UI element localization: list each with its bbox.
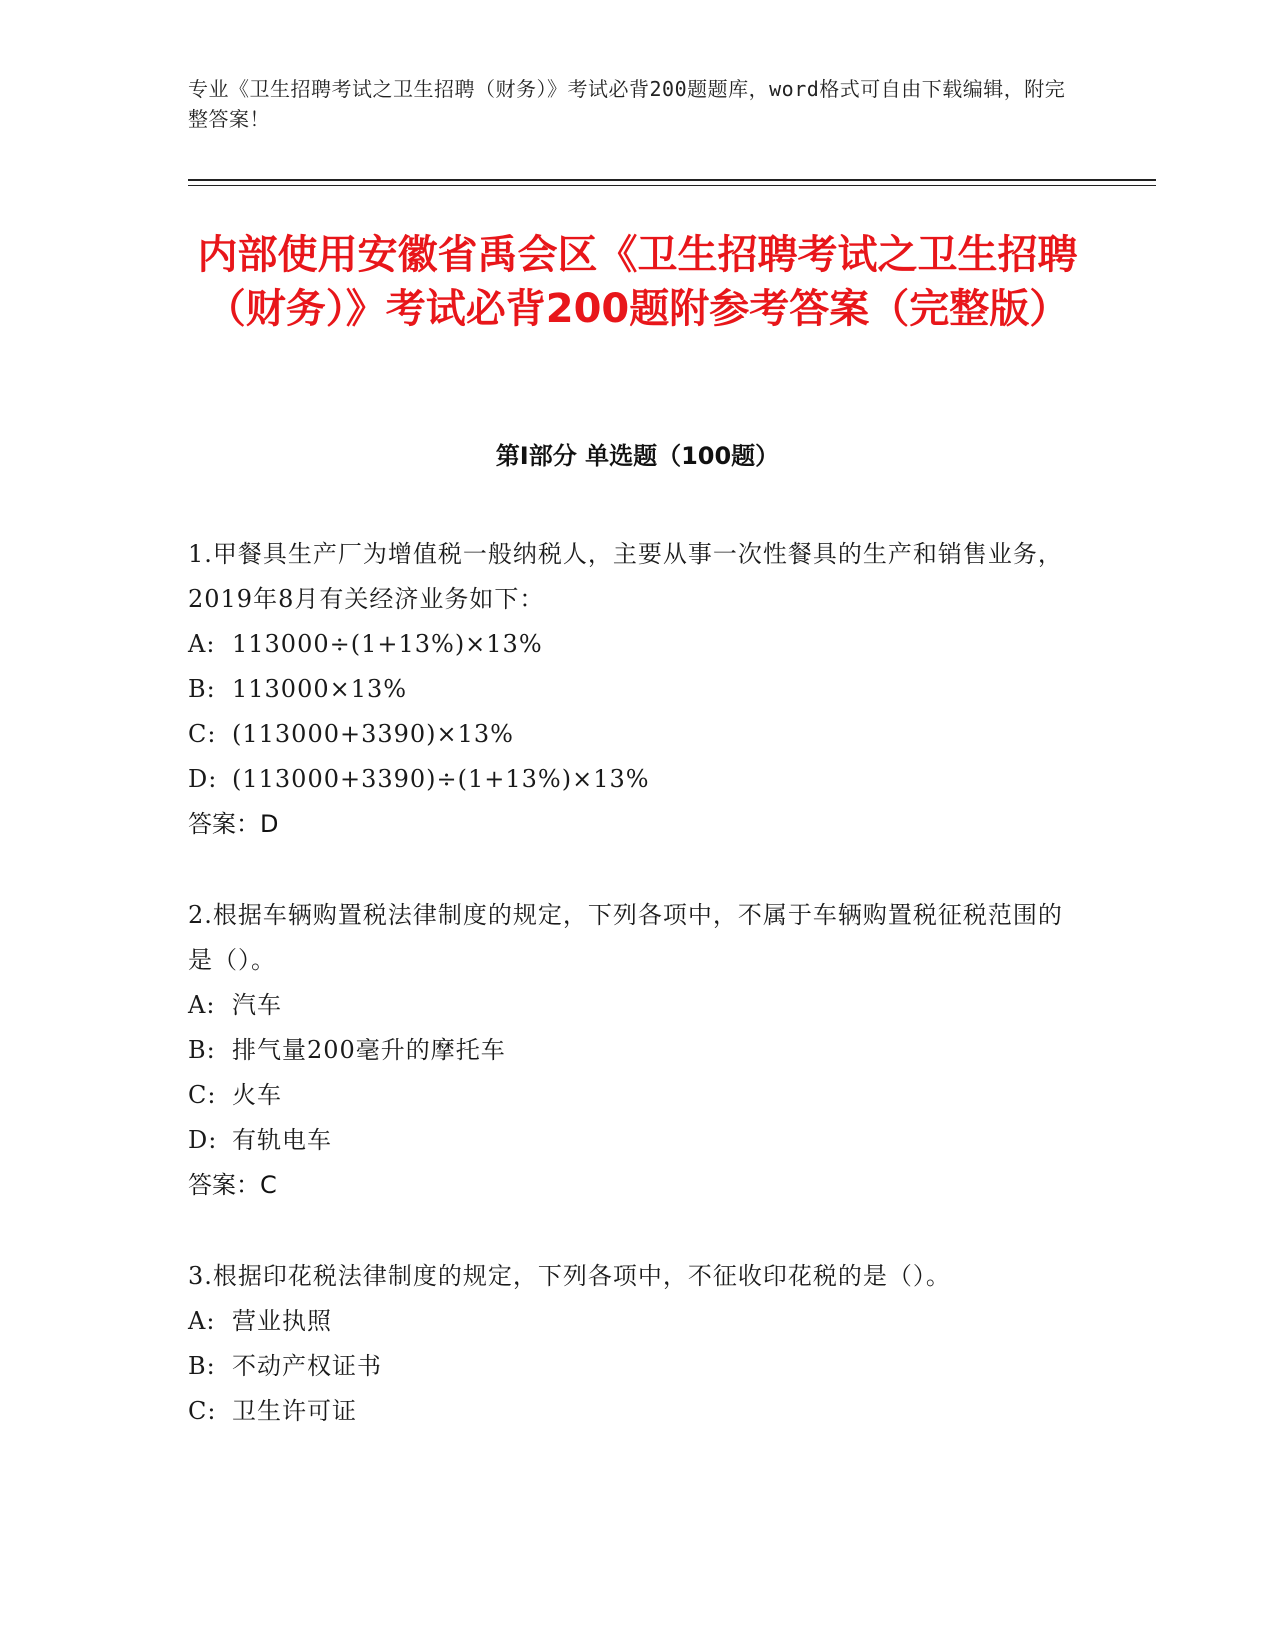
option-c [188, 1073, 1068, 1118]
option-key: A: [188, 991, 216, 1019]
option-text: 卫生许可证 [232, 1397, 357, 1425]
question-2 [188, 893, 1068, 1208]
option-a [188, 1299, 1068, 1344]
option-text: 不动产权证书 [232, 1352, 382, 1380]
option-b [188, 667, 1068, 712]
option-key: B: [188, 675, 216, 703]
option-a [188, 983, 1068, 1028]
option-a [188, 622, 1068, 667]
question-1 [188, 532, 1068, 847]
answer-line: 答案：C [188, 1171, 277, 1199]
option-text: 营业执照 [232, 1307, 332, 1335]
option-key: C: [188, 1397, 217, 1425]
question-stem: 2.根据车辆购置税法律制度的规定，下列各项中，不属于车辆购置税征税范围的是（）。 [188, 901, 1063, 974]
option-key: A: [188, 630, 216, 658]
option-key: D: [188, 765, 218, 793]
option-text: 火车 [232, 1081, 282, 1109]
header-divider-thick [188, 179, 1156, 181]
option-text: 排气量200毫升的摩托车 [232, 1036, 506, 1064]
header-note: 专业《卫生招聘考试之卫生招聘（财务）》考试必背200题题库，word格式可自由下载编辑，附完整答案！ [188, 77, 1066, 131]
option-text: 113000÷(1+13%)×13% [232, 630, 543, 658]
document-title: 内部使用安徽省禹会区《卫生招聘考试之卫生招聘（财务）》考试必背200题附参考答案（完整版） [197, 232, 1078, 332]
option-key: B: [188, 1036, 216, 1064]
option-text: (113000+3390)×13% [232, 720, 514, 748]
option-d [188, 757, 1068, 802]
option-key: C: [188, 1081, 217, 1109]
option-d [188, 1118, 1068, 1163]
option-key: D: [188, 1126, 218, 1154]
option-c [188, 1389, 1068, 1434]
question-list [188, 532, 1068, 1480]
question-stem: 3.根据印花税法律制度的规定，下列各项中，不征收印花税的是（）。 [188, 1262, 951, 1290]
option-b [188, 1344, 1068, 1389]
option-text: (113000+3390)÷(1+13%)×13% [232, 765, 650, 793]
section-heading: 第Ⅰ部分 单选题（100题） [495, 442, 780, 470]
option-text: 113000×13% [232, 675, 408, 703]
option-text: 有轨电车 [232, 1126, 332, 1154]
option-key: B: [188, 1352, 216, 1380]
option-key: C: [188, 720, 217, 748]
answer-line: 答案：D [188, 810, 279, 838]
question-3 [188, 1254, 1068, 1434]
option-c [188, 712, 1068, 757]
option-text: 汽车 [232, 991, 282, 1019]
header-divider-thin [188, 185, 1156, 186]
option-key: A: [188, 1307, 216, 1335]
option-b [188, 1028, 1068, 1073]
question-stem: 1.甲餐具生产厂为增值税一般纳税人，主要从事一次性餐具的生产和销售业务，2019年8月有关经济业务如下： [188, 540, 1063, 613]
